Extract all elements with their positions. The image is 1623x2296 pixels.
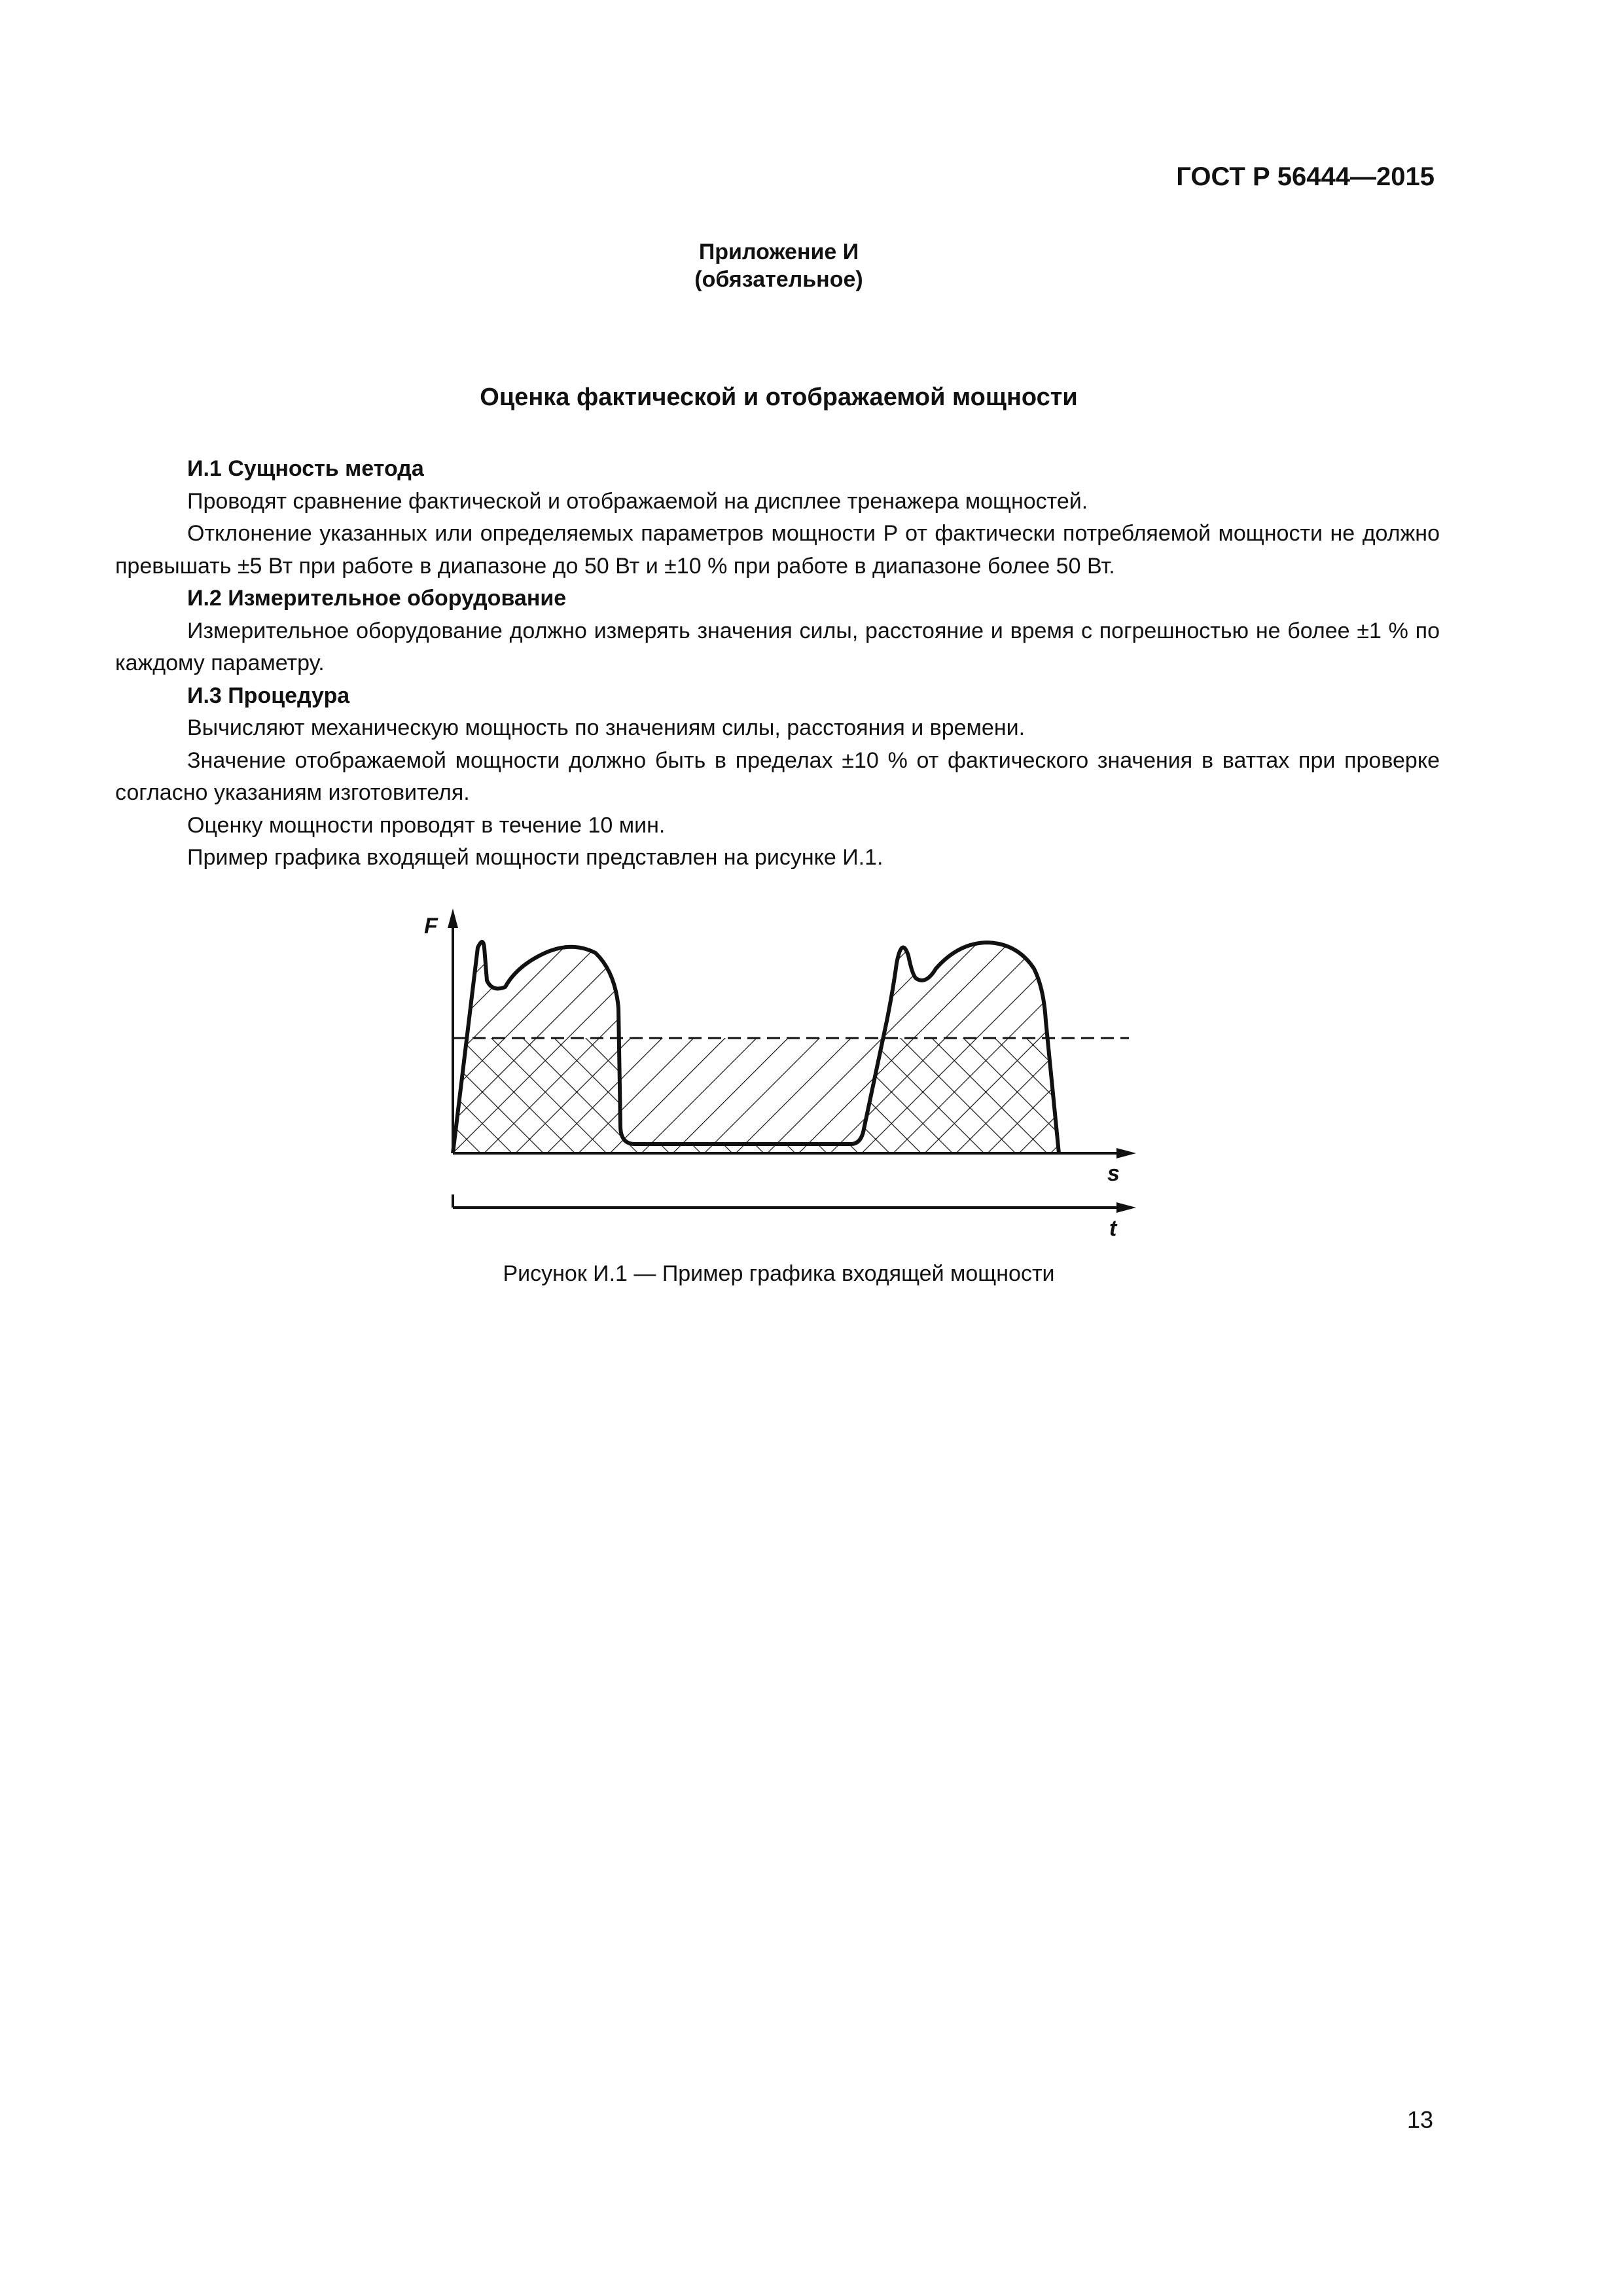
t-axis-label: t: [1109, 1216, 1117, 1241]
appendix-status: (обязательное): [694, 267, 863, 292]
force-graph-figure: [419, 903, 1152, 1244]
x-axis-label: s: [1107, 1161, 1120, 1186]
paragraph: Измерительное оборудование должно измерять значения силы, расстояние и время с погрешностью не более ±1 % по каждому параметру.: [115, 618, 1440, 675]
figure-caption: Рисунок И.1 — Пример графика входящей мощности: [503, 1261, 1055, 1286]
body-text: [115, 453, 1440, 874]
y-axis-label: F: [424, 914, 438, 939]
section-heading-1: И.1 Сущность метода: [187, 456, 424, 481]
paragraph: Оценку мощности проводят в течение 10 мин.: [187, 812, 666, 838]
paragraph: Отклонение указанных или определяемых параметров мощности P от фактически потребляемой мощности не должно превышать ±5 Вт при работе в диапазоне до 50 Вт и ±10 % при работе в диапазоне более 50 Вт.: [115, 521, 1440, 579]
document-code: ГОСТ Р 56444—2015: [1176, 162, 1435, 191]
x-axis-arrow-icon: [1116, 1148, 1136, 1158]
t-axis-arrow-icon: [1116, 1202, 1136, 1213]
area-deficit-hatch: [620, 1038, 884, 1144]
paragraph: Вычисляют механическую мощность по значениям силы, расстояния и времени.: [187, 715, 1026, 740]
paragraph: Пример графика входящей мощности представлен на рисунке И.1.: [187, 845, 883, 870]
paragraph: Проводят сравнение фактической и отображаемой на дисплее тренажера мощностей.: [187, 488, 1088, 514]
appendix-title: Приложение И: [698, 240, 859, 264]
section-title: Оценка фактической и отображаемой мощности: [480, 384, 1078, 411]
y-axis-arrow-icon: [448, 908, 458, 928]
section-heading-3: И.3 Процедура: [187, 683, 350, 708]
page-number: 13: [1406, 2106, 1433, 2133]
paragraph: Значение отображаемой мощности должно быть в пределах ±10 % от фактического значения в ваттах при проверке согласно указаниям изготовителя.: [115, 747, 1440, 805]
section-heading-2: И.2 Измерительное оборудование: [187, 586, 567, 611]
